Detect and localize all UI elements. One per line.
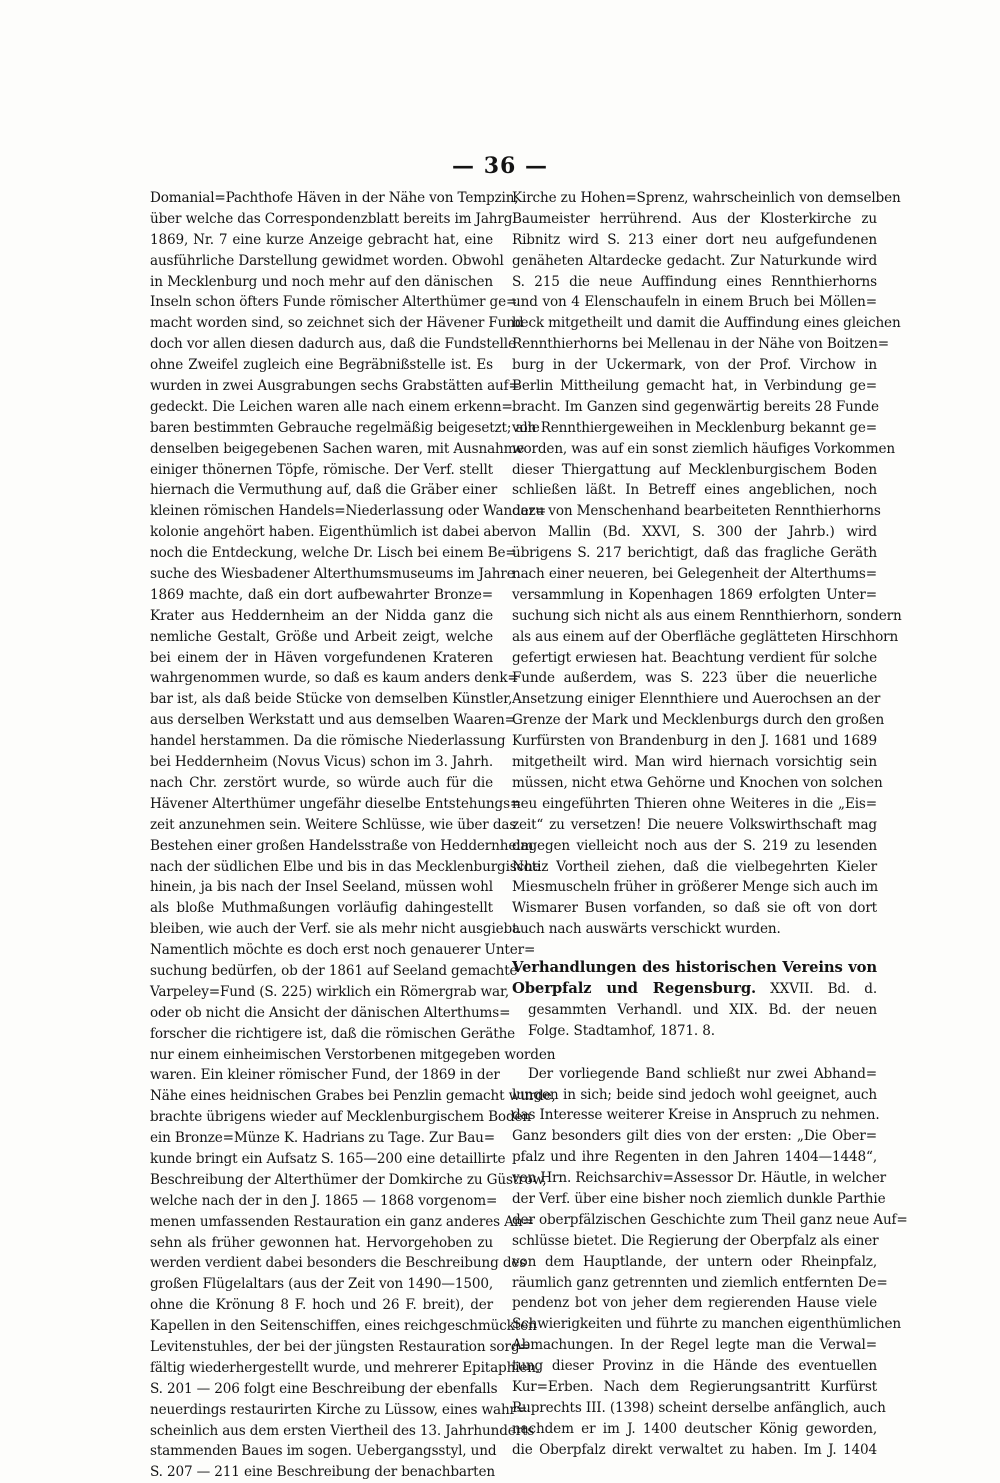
text-line: Domanial=Pachthofe Häven in der Nähe von Tempzin, bbox=[150, 190, 519, 206]
text-line: S. 207 — 211 eine Beschreibung der benachbarten bbox=[150, 1464, 495, 1481]
text-line: nur einem einheimischen Verstorbenen mitgegeben worden bbox=[150, 1046, 556, 1063]
text-line: nach der südlichen Elbe und bis in das Mecklenburgische bbox=[150, 858, 541, 875]
text-line: S. 215 die neue Auffindung eines Rennthierhorns bbox=[512, 273, 877, 290]
text-line: nach Chr. zerstört wurde, so würde auch für die bbox=[150, 774, 493, 791]
text-line: Namentlich möchte es doch erst noch genauerer Unter= bbox=[150, 942, 536, 959]
text-line: schließen läßt. In Betreff eines angeblichen, noch bbox=[512, 482, 877, 499]
text-line: tung dieser Provinz in die Hände des eventuellen bbox=[512, 1358, 877, 1375]
text-line: Funde außerdem, was S. 223 über die neuerliche bbox=[512, 670, 877, 687]
text-line: S. 201 — 206 folgt eine Beschreibung der ebenfalls bbox=[150, 1380, 498, 1397]
text-line: neu eingeführten Thieren ohne Weiteres in die „Eis= bbox=[512, 795, 877, 812]
text-line: scheinlich aus dem ersten Viertheil des 13. Jahrhunderts bbox=[150, 1422, 535, 1439]
text-line: Beschreibung der Alterthümer der Domkirche zu Güstrow, bbox=[150, 1171, 547, 1188]
heading-line: Folge. Stadtamhof, 1871. 8. bbox=[528, 1022, 715, 1039]
text-line: aus derselben Werkstatt und aus demselben Waaren= bbox=[150, 712, 516, 729]
text-line: bei einem der in Häven vorgefundenen Krateren bbox=[150, 649, 493, 666]
text-line: beck mitgetheilt und damit die Auffindung eines gleichen bbox=[512, 315, 901, 332]
section-heading bbox=[512, 958, 877, 1042]
text-line: Nähe eines heidnischen Grabes bei Penzlin gemacht wurde, bbox=[150, 1088, 556, 1105]
text-line: forscher die richtigere ist, daß die römischen Geräthe bbox=[150, 1025, 516, 1042]
text-line: räumlich ganz getrennten und ziemlich entfernten De= bbox=[512, 1274, 888, 1291]
text-line: als aus einem auf der Oberfläche geglätteten Hirschhorn bbox=[512, 628, 899, 645]
text-line: lungen in sich; beide sind jedoch wohl geeignet, auch bbox=[512, 1086, 877, 1103]
text-line: Kur=Erben. Nach dem Regierungsantritt Kurfürst bbox=[512, 1378, 877, 1395]
text-line: hinein, ja bis nach der Insel Seeland, müssen wohl bbox=[150, 879, 493, 896]
right-column-bottom bbox=[512, 1064, 908, 1461]
text-line: in Mecklenburg und noch mehr auf den dänischen bbox=[150, 273, 493, 290]
text-line: oder ob nicht die Ansicht der dänischen Alterthums= bbox=[150, 1004, 511, 1021]
text-line: Berlin Mittheilung gemacht hat, in Verbindung ge= bbox=[512, 378, 877, 395]
text-line: kunde bringt ein Aufsatz S. 165—200 eine detaillirte bbox=[150, 1150, 506, 1167]
text-line: Baumeister herrührend. Aus der Klosterkirche zu bbox=[512, 210, 877, 227]
text-line: Ansetzung einiger Elennthiere und Auerochsen an der bbox=[512, 691, 881, 708]
text-line: nemliche Gestalt, Größe und Arbeit zeigt, welche bbox=[150, 628, 493, 645]
text-line: Wismarer Busen vorfanden, so daß sie oft von dort bbox=[512, 900, 877, 917]
text-line: Notiz Vortheil ziehen, daß die vielbegehrten Kieler bbox=[512, 858, 877, 875]
text-line: übrigens S. 217 berichtigt, daß das fragliche Geräth bbox=[512, 545, 877, 562]
text-line: baren bestimmten Gebrauche regelmäßig beigesetzt; alle bbox=[150, 419, 540, 436]
text-line: von Hrn. Reichsarchiv=Assessor Dr. Häutle, in welcher bbox=[512, 1170, 886, 1187]
text-line: Grenze der Mark und Mecklenburgs durch den großen bbox=[512, 712, 885, 729]
text-line: Rennthierhorns bei Mellenau in der Nähe von Boitzen= bbox=[512, 336, 890, 353]
text-line: wurden in zwei Ausgrabungen sechs Grabstätten auf= bbox=[150, 378, 520, 395]
text-line: und von 4 Elenschaufeln in einem Bruch bei Möllen= bbox=[512, 294, 877, 311]
text-line: schlüsse bietet. Die Regierung der Oberpfalz als einer bbox=[512, 1232, 879, 1249]
heading-line: gesammten Verhandl. und XIX. Bd. der neuen bbox=[528, 1001, 877, 1018]
text-line: bracht. Im Ganzen sind gegenwärtig bereits 28 Funde bbox=[512, 398, 879, 415]
text-line: gefertigt erwiesen hat. Beachtung verdient für solche bbox=[512, 649, 877, 666]
text-line: ohne die Krönung 8 F. hoch und 26 F. breit), der bbox=[150, 1297, 493, 1314]
text-line: müssen, nicht etwa Gehörne und Knochen von solchen bbox=[512, 774, 883, 791]
text-line: hiernach die Vermuthung auf, daß die Gräber einer bbox=[150, 482, 498, 499]
text-line: über welche das Correspondenzblatt bereits im Jahrg. bbox=[150, 210, 517, 227]
text-line: genäheten Altardecke gedacht. Zur Naturkunde wird bbox=[512, 252, 877, 269]
text-line: Kapellen in den Seitenschiffen, eines reichgeschmückten bbox=[150, 1318, 537, 1335]
text-line: kolonie angehört haben. Eigenthümlich ist dabei aber bbox=[150, 524, 515, 541]
text-line: denselben beigegebenen Sachen waren, mit Ausnahme bbox=[150, 440, 525, 457]
text-line: Kurfürsten von Brandenburg in den J. 1681 und 1689 bbox=[512, 733, 877, 750]
text-line: menen umfassenden Restauration ein ganz anderes An= bbox=[150, 1213, 534, 1230]
text-line: bar ist, als daß beide Stücke von demselben Künstler, bbox=[150, 691, 513, 708]
heading-volume: XXVII. Bd. d. bbox=[756, 980, 877, 997]
right-column bbox=[512, 188, 908, 1461]
text-line: einiger thönernen Töpfe, römische. Der Verf. stellt bbox=[150, 461, 493, 478]
text-line: von Rennthiergeweihen in Mecklenburg bekannt ge= bbox=[512, 419, 877, 436]
text-line: zeit“ zu versetzen! Die neuere Volkswirthschaft mag bbox=[512, 816, 877, 833]
text-line: handel herstammen. Da die römische Niederlassung bbox=[150, 733, 506, 750]
text-line: großen Flügelaltars (aus der Zeit von 1490—1500, bbox=[150, 1276, 493, 1293]
heading-line bbox=[512, 958, 877, 979]
text-line: fältig wiederhergestellt wurde, und mehrerer Epitaphien. bbox=[150, 1359, 541, 1376]
text-line: doch vor allen diesen dadurch aus, daß die Fundstelle bbox=[150, 336, 516, 353]
text-line: werden verdient dabei besonders die Beschreibung des bbox=[150, 1255, 527, 1272]
text-line: pfalz und ihre Regenten in den Jahren 1404—1448“, bbox=[512, 1149, 877, 1166]
text-line: worden, was auf ein sonst ziemlich häufiges Vorkommen bbox=[512, 440, 896, 457]
text-line: ein Bronze=Münze K. Hadrians zu Tage. Zur Bau= bbox=[150, 1130, 496, 1147]
text-line: Schwierigkeiten und führte zu manchen eigenthümlichen bbox=[512, 1316, 902, 1333]
text-line: versammlung in Kopenhagen 1869 erfolgten Unter= bbox=[512, 586, 877, 603]
text-line: Miesmuscheln früher in größerer Menge sich auch im bbox=[512, 879, 879, 896]
text-line: 1869 machte, daß ein dort aufbewahrter Bronze= bbox=[150, 586, 493, 603]
text-line: gedeckt. Die Leichen waren alle nach einem erkenn= bbox=[150, 398, 513, 415]
text-line: macht worden sind, so zeichnet sich der Hävener Fund bbox=[150, 315, 524, 332]
text-line: dagegen vielleicht noch aus der S. 219 zu lesenden bbox=[512, 837, 877, 854]
text-line: auch nach auswärts verschickt wurden. bbox=[512, 921, 781, 938]
text-line: waren. Ein kleiner römischer Fund, der 1869 in der bbox=[150, 1067, 500, 1084]
text-line: nachdem er im J. 1400 deutscher König geworden, bbox=[512, 1420, 877, 1437]
text-line: wahrgenommen wurde, so daß es kaum anders denk= bbox=[150, 670, 519, 687]
text-line: stammenden Baues im sogen. Uebergangsstyl, und bbox=[150, 1443, 497, 1460]
text-line: ausführliche Darstellung gewidmet worden. Obwohl bbox=[150, 252, 504, 269]
heading-title-part1: Verhandlungen des historischen Vereins von bbox=[512, 959, 877, 977]
text-line: Levitenstuhles, der bei der jüngsten Restauration sorg= bbox=[150, 1338, 531, 1355]
text-line: suchung sich nicht als aus einem Rennthierhorn, sondern bbox=[512, 607, 902, 624]
heading-title-part2: Oberpfalz und Regensburg. bbox=[512, 979, 757, 997]
text-line: von dem Hauptlande, der untern oder Rheinpfalz, bbox=[512, 1253, 877, 1270]
text-line: neuerdings restaurirten Kirche zu Lüssow, eines wahr= bbox=[150, 1401, 528, 1418]
text-line: der Verf. über eine bisher noch ziemlich dunkle Parthie bbox=[512, 1190, 886, 1207]
text-line: mitgetheilt wird. Man wird hiernach vorsichtig sein bbox=[512, 754, 877, 771]
text-line: dieser Thiergattung auf Mecklenburgischem Boden bbox=[512, 461, 877, 478]
text-line: sehn als früher gewonnen hat. Hervorgehoben zu bbox=[150, 1234, 493, 1251]
text-line: nach einer neueren, bei Gelegenheit der Alterthums= bbox=[512, 566, 877, 583]
text-line: bleiben, wie auch der Verf. sie als mehr nicht ausgiebt. bbox=[150, 921, 522, 938]
text-line: bei Heddernheim (Novus Vicus) schon im 3. Jahrh. bbox=[150, 754, 493, 771]
text-line: von Mallin (Bd. XXVI, S. 300 der Jahrb.) wird bbox=[512, 524, 877, 541]
text-line: das Interesse weiterer Kreise in Anspruch zu nehmen. bbox=[512, 1107, 880, 1124]
text-line: Ganz besonders gilt dies von der ersten: „Die Ober= bbox=[512, 1128, 877, 1145]
text-line: dazu von Menschenhand bearbeiteten Rennthierhorns bbox=[512, 503, 881, 520]
text-line: kleinen römischen Handels=Niederlassung oder Wander= bbox=[150, 503, 547, 520]
text-line: ohne Zweifel zugleich eine Begräbnißstelle ist. Es bbox=[150, 357, 493, 374]
text-line: Ribnitz wird S. 213 einer dort neu aufgefundenen bbox=[512, 231, 877, 248]
text-line: 1869, Nr. 7 eine kurze Anzeige gebracht hat, eine bbox=[150, 231, 493, 248]
text-line: Hävener Alterthümer ungefähr dieselbe Entstehungs= bbox=[150, 795, 522, 812]
text-line: suchung bedürfen, ob der 1861 auf Seeland gemachte bbox=[150, 962, 518, 979]
text-line: Der vorliegende Band schließt nur zwei Abhand= bbox=[528, 1065, 877, 1082]
text-line: welche nach der in den J. 1865 — 1868 vorgenom= bbox=[150, 1192, 498, 1209]
heading-line bbox=[512, 979, 877, 1000]
text-line: Ruprechts III. (1398) scheint derselbe anfänglich, auch bbox=[512, 1399, 886, 1416]
text-line: Krater aus Heddernheim an der Nidda ganz die bbox=[150, 607, 493, 624]
text-line: Varpeley=Fund (S. 225) wirklich ein Römergrab war, bbox=[150, 983, 510, 1000]
page-number: — 36 — bbox=[452, 153, 548, 179]
text-line: zeit anzunehmen sein. Weitere Schlüsse, wie über das bbox=[150, 816, 517, 833]
text-line: brachte übrigens wieder auf Mecklenburgischem Boden bbox=[150, 1109, 532, 1126]
text-line: die Oberpfalz direkt verwaltet zu haben. Im J. 1404 bbox=[512, 1441, 877, 1458]
text-line: Kirche zu Hohen=Sprenz, wahrscheinlich von demselben bbox=[512, 190, 901, 206]
text-line: Abmachungen. In der Regel legte man die Verwal= bbox=[512, 1337, 877, 1354]
text-line: burg in der Uckermark, von der Prof. Virchow in bbox=[512, 357, 877, 374]
text-line: der oberpfälzischen Geschichte zum Theil ganz neue Auf= bbox=[512, 1211, 908, 1228]
text-line: pendenz bot von jeher dem regierenden Hause viele bbox=[512, 1295, 877, 1312]
text-line: als bloße Muthmaßungen vorläufig dahingestellt bbox=[150, 900, 493, 917]
left-column bbox=[150, 188, 556, 1483]
text-line: suche des Wiesbadener Alterthumsmuseums im Jahre bbox=[150, 566, 515, 583]
text-line: noch die Entdeckung, welche Dr. Lisch bei einem Be= bbox=[150, 545, 517, 562]
right-column-top bbox=[512, 188, 902, 940]
text-line: Inseln schon öfters Funde römischer Alterthümer ge= bbox=[150, 294, 518, 311]
text-line: Bestehen einer großen Handelsstraße von Heddernheim bbox=[150, 837, 534, 854]
